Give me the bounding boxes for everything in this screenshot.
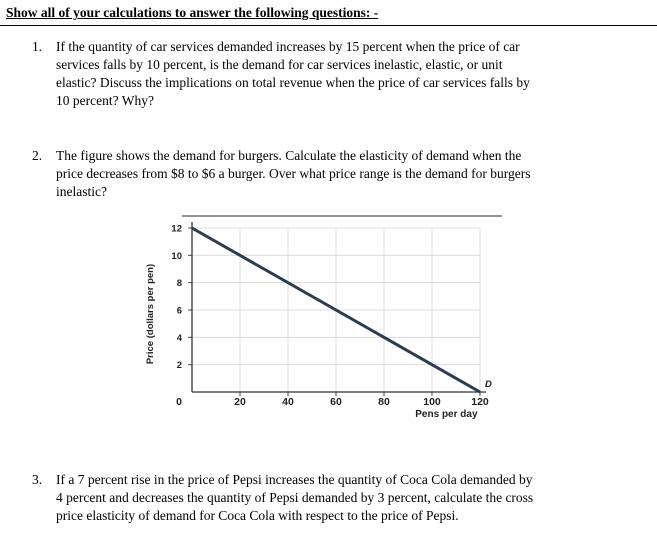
question-line: services falls by 10 percent, is the demand for car services inelastic, elastic, or unit xyxy=(56,57,503,72)
question-number: 3. xyxy=(32,472,43,487)
heading-divider xyxy=(0,25,657,26)
x-tick-labels xyxy=(234,396,489,408)
demand-chart xyxy=(140,214,510,420)
question-line: inelastic? xyxy=(56,184,107,199)
question-text xyxy=(56,38,530,110)
question-text xyxy=(56,471,533,525)
question-line: price decreases from $8 to $6 a burger. Over what price range is the demand for burgers xyxy=(56,166,531,181)
x-tick-label: 20 xyxy=(234,396,246,408)
y-axis-label: Price (dollars per pen) xyxy=(145,263,156,365)
question-number: 1. xyxy=(32,39,43,54)
worksheet-heading: Show all of your calculations to answer the following questions: - xyxy=(6,5,379,20)
question-text xyxy=(56,147,530,201)
y-tick-label: 2 xyxy=(176,360,182,372)
x-tick-label: 100 xyxy=(423,396,441,408)
origin-label: 0 xyxy=(176,396,182,408)
y-tick-label: 4 xyxy=(176,332,182,344)
question-number: 2. xyxy=(32,148,43,163)
question-line: If a 7 percent rise in the price of Pepsi increases the quantity of Coca Cola demanded by xyxy=(56,472,533,487)
x-tick-label: 80 xyxy=(378,396,390,408)
x-axis-label: Pens per day xyxy=(415,409,478,420)
question-line: If the quantity of car services demanded increases by 15 percent when the price of car xyxy=(56,39,520,54)
demand-curve-label: D xyxy=(485,379,492,390)
question-line: elastic? Discuss the implications on total revenue when the price of car services falls by xyxy=(56,75,530,90)
question-line: 10 percent? Why? xyxy=(56,93,154,108)
y-tick-label: 6 xyxy=(176,305,182,317)
question-line: 4 percent and decreases the quantity of Pepsi demanded by 3 percent, calculate the cross xyxy=(56,490,534,505)
y-tick-label: 10 xyxy=(171,250,182,262)
y-tick-label: 8 xyxy=(176,278,182,290)
x-tick-label: 120 xyxy=(471,396,489,408)
question-line: The figure shows the demand for burgers. Calculate the elasticity of demand when the xyxy=(56,148,522,163)
y-tick-label: 12 xyxy=(171,223,182,235)
x-tick-label: 40 xyxy=(282,396,294,408)
y-tick-labels xyxy=(171,224,182,372)
x-tick-label: 60 xyxy=(330,396,342,408)
question-line: price elasticity of demand for Coca Cola with respect to the price of Pepsi. xyxy=(56,508,459,523)
